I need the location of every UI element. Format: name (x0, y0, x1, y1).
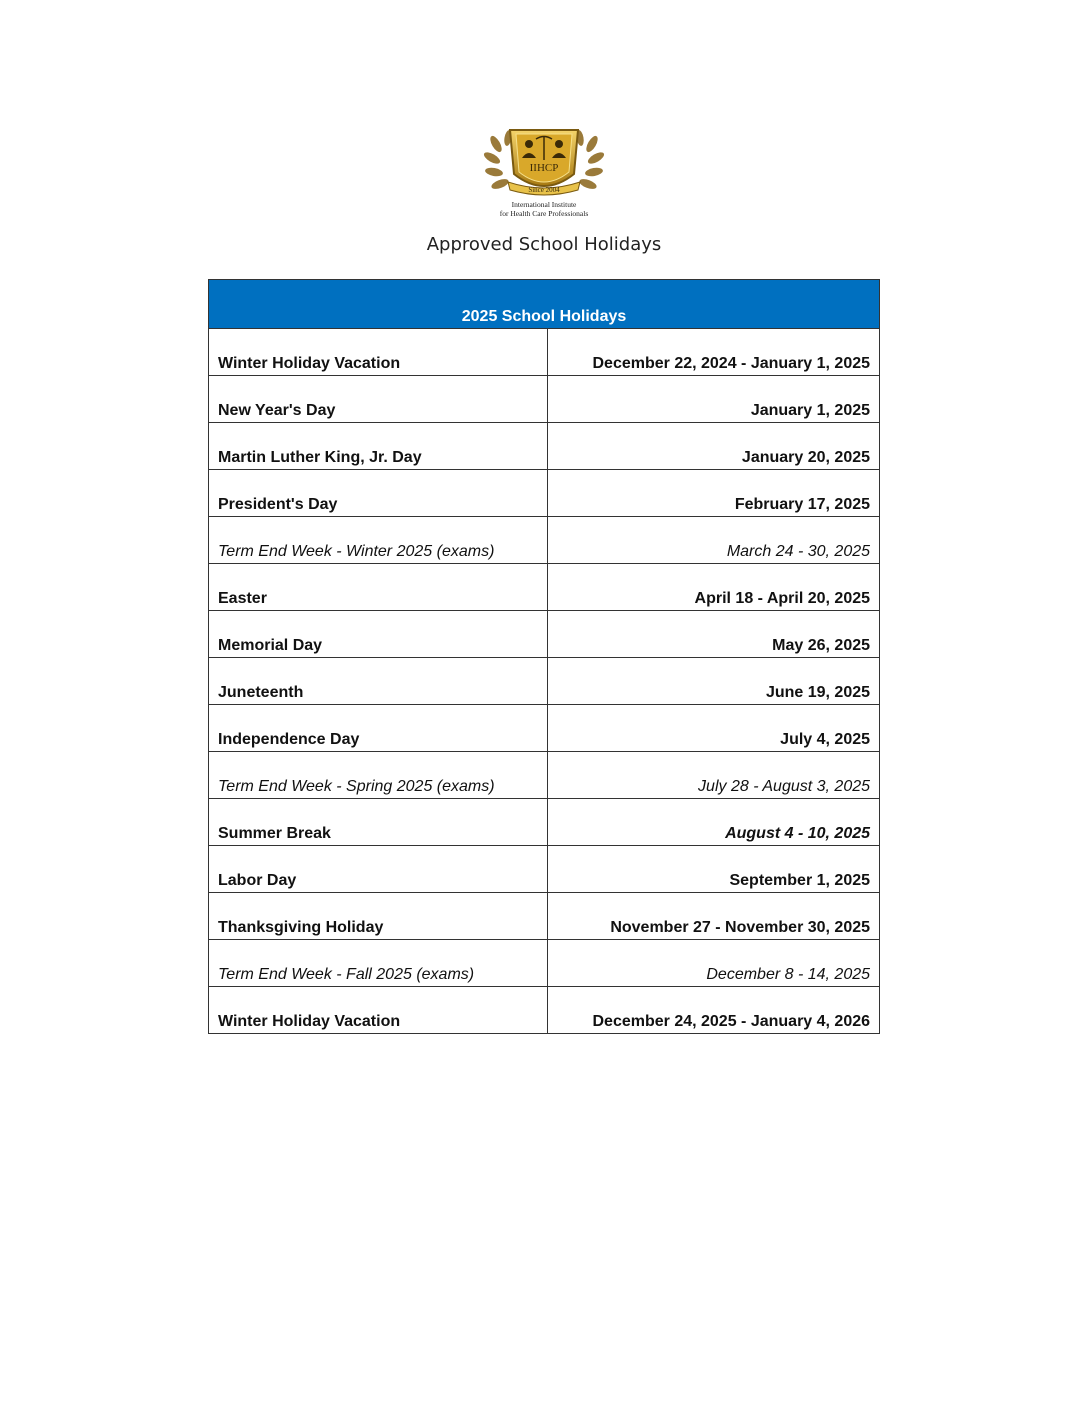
holiday-date: May 26, 2025 (548, 611, 880, 658)
holiday-name: Term End Week - Fall 2025 (exams) (209, 940, 548, 987)
holiday-date: July 28 - August 3, 2025 (548, 752, 880, 799)
iihcp-logo (478, 124, 610, 220)
holidays-table (208, 279, 880, 1034)
table-row (209, 752, 880, 799)
table-header: 2025 School Holidays (209, 280, 880, 329)
logo-org-line1: International Institute (511, 200, 577, 209)
holiday-name: Term End Week - Winter 2025 (exams) (209, 517, 548, 564)
holiday-date: January 20, 2025 (548, 423, 880, 470)
table-row (209, 376, 880, 423)
holiday-date: September 1, 2025 (548, 846, 880, 893)
holiday-name: New Year's Day (209, 376, 548, 423)
holiday-name: Memorial Day (209, 611, 548, 658)
logo-since: Since 2004 (528, 186, 560, 194)
table-row (209, 893, 880, 940)
table-row (209, 329, 880, 376)
holiday-name: Term End Week - Spring 2025 (exams) (209, 752, 548, 799)
table-row (209, 517, 880, 564)
holiday-name: Winter Holiday Vacation (209, 987, 548, 1034)
table-row (209, 470, 880, 517)
holiday-name: Labor Day (209, 846, 548, 893)
table-row (209, 658, 880, 705)
table-body (209, 329, 880, 1034)
logo-initials: IIHCP (529, 162, 559, 174)
holiday-date: December 24, 2025 - January 4, 2026 (548, 987, 880, 1034)
holiday-date: December 8 - 14, 2025 (548, 940, 880, 987)
holiday-name: Independence Day (209, 705, 548, 752)
holiday-date: June 19, 2025 (548, 658, 880, 705)
holiday-date: March 24 - 30, 2025 (548, 517, 880, 564)
holiday-name: President's Day (209, 470, 548, 517)
table-row (209, 799, 880, 846)
page-title: Approved School Holidays (426, 234, 662, 255)
table-row (209, 611, 880, 658)
holiday-date: February 17, 2025 (548, 470, 880, 517)
holiday-date: January 1, 2025 (548, 376, 880, 423)
holiday-name: Martin Luther King, Jr. Day (209, 423, 548, 470)
table-header-row (209, 280, 880, 329)
holiday-name: Juneteenth (209, 658, 548, 705)
holiday-date: August 4 - 10, 2025 (548, 799, 880, 846)
holiday-date: July 4, 2025 (548, 705, 880, 752)
holiday-name: Winter Holiday Vacation (209, 329, 548, 376)
table-row (209, 987, 880, 1034)
holiday-date: December 22, 2024 - January 1, 2025 (548, 329, 880, 376)
table-row (209, 564, 880, 611)
holiday-date: April 18 - April 20, 2025 (548, 564, 880, 611)
holiday-date: November 27 - November 30, 2025 (548, 893, 880, 940)
holiday-name: Summer Break (209, 799, 548, 846)
holiday-name: Easter (209, 564, 548, 611)
table-row (209, 705, 880, 752)
table-row (209, 423, 880, 470)
logo-org-line2: for Health Care Professionals (499, 209, 589, 218)
table-row (209, 846, 880, 893)
holiday-name: Thanksgiving Holiday (209, 893, 548, 940)
logo-emblem-icon (478, 124, 610, 220)
table-row (209, 940, 880, 987)
